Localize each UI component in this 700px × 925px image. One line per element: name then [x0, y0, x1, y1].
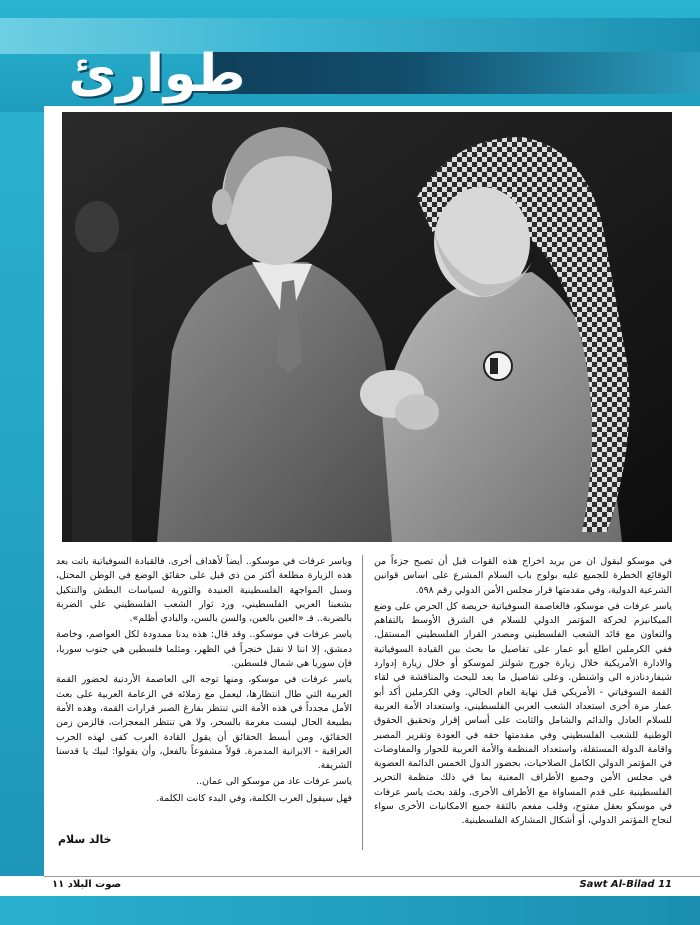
article-column-right — [374, 555, 672, 855]
article-paragraph: ياسر عرفات في موسكو.. وقد قال: هذه يدنا ممدودة لكل العواصم، وخاصة دمشق، إلا اننا لا نقبل خنجراً في الظهر، ومثلما فلسطين هي جنوب سوريا، فإن سوريا هي شمال فلسطين. — [56, 629, 352, 670]
article-body — [56, 555, 672, 855]
photo-illustration — [62, 112, 672, 542]
section-title: طوارئ — [68, 44, 246, 104]
header-band-dark — [208, 52, 700, 94]
article-paragraph: ياسر عرفات في موسكو، ومنها توجه الى العاصمة الأردنية لحضور القمة العربية التي طال انتظارها، ليعمل مع زملائه في الزعامة العربية على بعث الأمل مجدداً في هذه الأمة التي تنتظر بفارغ الصبر قرارات القمة، وهذه الأمة بطبيعة الحال ليست مغرمة بالسحر، ولا هي تنتظر المعجزات، فالزمن زمن الحقائق، ومن أبسط الحقائق أن يقول القادة العرب كفى لهذه الحرب العراقية - الايرانية المدمرة. قولاً مشفوعاً بالفعل، وأن يقولوا: لبيك يا قدسنا الشريفة. — [56, 674, 352, 772]
article-paragraph: ياسر عرفات عاد من موسكو الى عمان.. — [196, 776, 352, 788]
article-author: خالد سلام — [58, 833, 112, 846]
bottom-blue-strip — [0, 896, 700, 925]
main-photo — [62, 112, 672, 542]
footer-divider — [44, 876, 700, 877]
left-blue-strip — [0, 112, 44, 892]
article-paragraph: فهل سيقول العرب الكلمة، وفي البدء كانت الكلمة. — [156, 792, 352, 804]
article-column-left — [56, 555, 352, 855]
footer-page-label-latin: Sawt Al-Bilad 11 — [579, 879, 672, 890]
column-divider — [362, 555, 363, 850]
footer-page-label-arabic: صوت البلاد ١١ — [52, 879, 122, 890]
article-paragraph: ياسر عرفات في موسكو، فالعاصمة السوفياتية حريصة كل الحرص على وضع الميكانيزم لحركة المؤتمر الدولي للسلام في الشرق الأوسط بالتفاهم والتعاون مع قائد الشعب الفلسطيني ومصدر القرار الفلسطيني المستقل. ففي الكرملين اطلع أبو عمار على تفاصيل ما بحث بين القيادة السوفياتية والادارة الأمريكية خلال زيارة جورج شولتز لموسكو أو خلال زيارة إدوارد شيفاردنادزه الى واشنطن. وعلى تفاصيل ما بعد للبحث والمناقشة في لقاء القمة السوفياتي - الأمريكي قبل نهاية العام الحالي. وفي الكرملين أكد أبو عمار مرة أخرى استعداد الشعب العربي الفلسطيني، واستعداد الأمة العربية للسلام العادل والدائم والشامل والثابت على أساس إقرار وتحقيق الحقوق الوطنية للشعب الفلسطيني وفي مقدمتها حقه في العودة وتقرير المصير واقامة الدولة المستقلة، واستعداد المنظمة والأمة العربية للحوار والمفاوضات في المؤتمر الدولي الكامل الصلاحيات، بحضور الدول الخمس الدائمة العضوية في مجلس الأمن وجميع الأطراف المعنية بما في ذلك منظمة التحرير الفلسطينية على قدم المساواة مع الأطراف الأخرى. ولقد بحث ياسر عرفات في موسكو بعقل مفتوح، وقلب مفعم بالثقة جميع الامكانيات الأخرى سواء لنجاح المؤتمر الدولي، أو أشكال المشاركة الفلسطينية. — [374, 600, 672, 827]
article-paragraph: في موسكو ليقول ان من يريد اخراج هذه القوات قبل أن تصبح جزءاً من الوقائع الخطرة للجميع عليه بولوج باب السلام المشرع على اساس قوانين الشرعية الدولية، وفي مقدمتها قرار مجلس الأمن الدولي رقم ٥٩٨. — [374, 556, 672, 596]
article-paragraph: وياسر عرفات في موسكو.. أيضاً لأهداف أخرى. فالقيادة السوفياتية باتت بعد هذه الزيارة مطلعة أكثر من ذي قبل على حقائق الوضع في الوطن المحتل، وسبل المواجهة الفلسطينية العنيدة والثورية لسياسات البطش والتنكيل بشعبنا العربي الفلسطيني، ورد ثوار الشعب الفلسطيني على الضربة بالضربة.. فـ «العين بالعين، والسن بالسن، والبادي أظلم». — [56, 556, 352, 625]
